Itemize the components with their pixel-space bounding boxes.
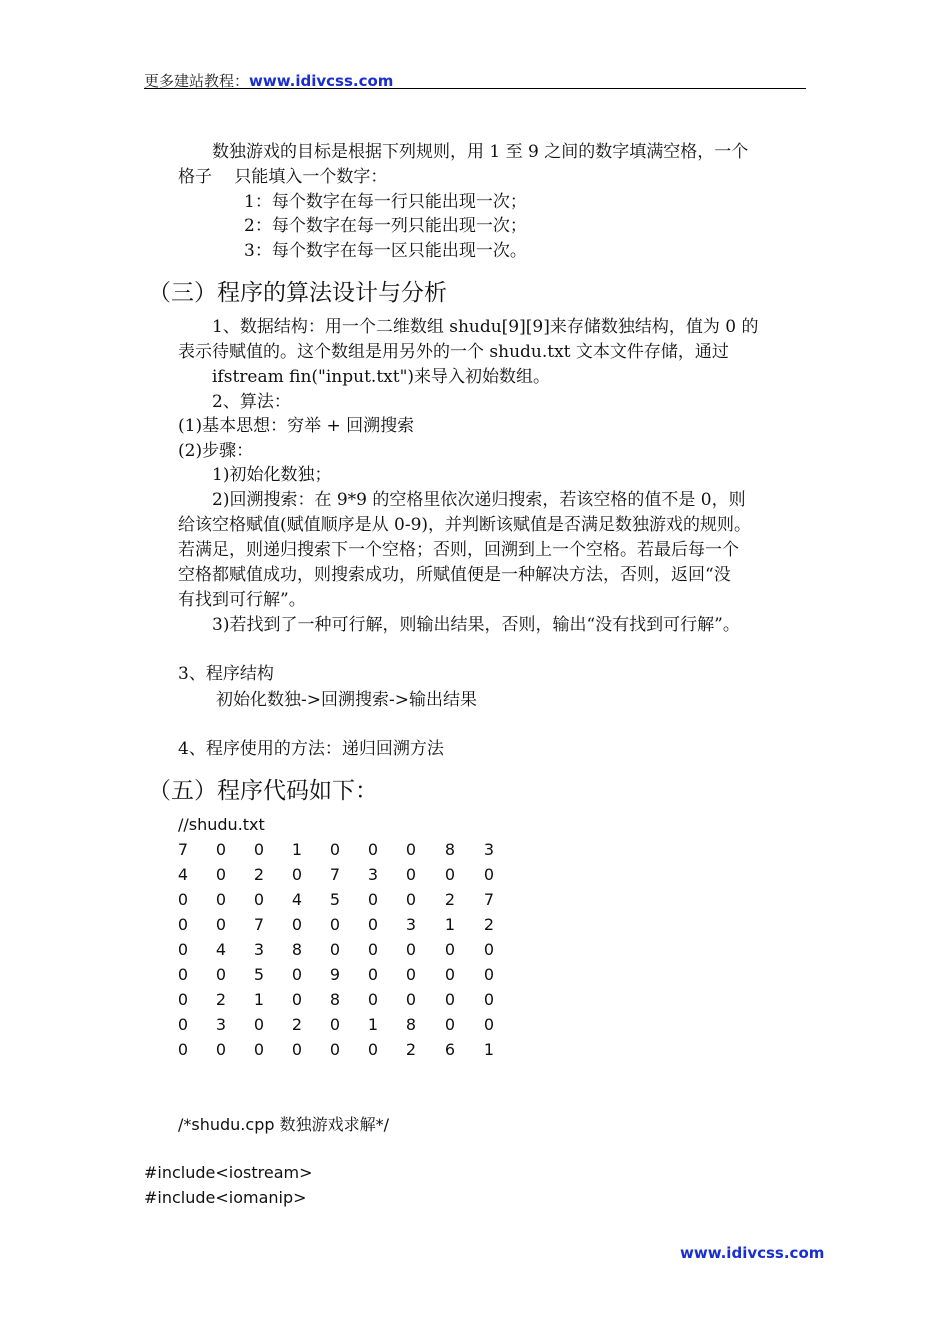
grid-cell: 0 — [253, 890, 265, 909]
data-structure-line-2: 表示待赋值的。这个数组是用另外的一个 shudu.txt 文本文件存储，通过 — [178, 342, 729, 362]
grid-cell: 0 — [291, 1040, 303, 1059]
grid-cell: 1 — [444, 915, 456, 934]
grid-cell: 0 — [483, 865, 495, 884]
grid-cell: 8 — [405, 1015, 417, 1034]
grid-cell: 0 — [291, 915, 303, 934]
data-structure-line-3: ifstream fin("input.txt")来导入初始数组。 — [212, 367, 551, 387]
grid-cell: 0 — [367, 990, 379, 1009]
grid-cell: 1 — [483, 1040, 495, 1059]
grid-cell: 7 — [177, 840, 189, 859]
grid-cell: 0 — [483, 965, 495, 984]
rule-2: 2：每个数字在每一列只能出现一次； — [244, 216, 527, 236]
include-iomanip: #include<iomanip> — [144, 1188, 307, 1207]
grid-cell: 1 — [291, 840, 303, 859]
grid-cell: 3 — [215, 1015, 227, 1034]
grid-cell: 0 — [291, 965, 303, 984]
grid-cell: 0 — [444, 965, 456, 984]
grid-cell: 3 — [483, 840, 495, 859]
algorithm-title: 2、算法： — [212, 392, 291, 412]
grid-cell: 0 — [291, 865, 303, 884]
grid-cell: 0 — [177, 890, 189, 909]
grid-cell: 4 — [291, 890, 303, 909]
grid-cell: 0 — [444, 1015, 456, 1034]
grid-cell: 0 — [177, 990, 189, 1009]
grid-cell: 0 — [483, 940, 495, 959]
step-2-line-5: 有找到可行解”。 — [178, 590, 306, 610]
program-structure-flow: 初始化数独->回溯搜索->输出结果 — [216, 690, 477, 710]
grid-cell: 2 — [483, 915, 495, 934]
basic-idea: (1)基本思想：穷举 + 回溯搜索 — [178, 416, 415, 436]
grid-cell: 7 — [329, 865, 341, 884]
grid-cell: 0 — [329, 840, 341, 859]
grid-cell: 0 — [177, 965, 189, 984]
grid-cell: 8 — [291, 940, 303, 959]
grid-cell: 0 — [177, 1040, 189, 1059]
data-structure-line-1: 1、数据结构：用一个二维数组 shudu[9][9]来存储数独结构，值为 0 的 — [212, 317, 759, 337]
program-structure-title: 3、程序结构 — [178, 664, 274, 684]
grid-cell: 0 — [215, 865, 227, 884]
intro-line-1: 数独游戏的目标是根据下列规则，用 1 至 9 之间的数字填满空格，一个 — [212, 142, 749, 162]
grid-cell: 9 — [329, 965, 341, 984]
grid-cell: 0 — [177, 940, 189, 959]
step-1: 1)初始化数独； — [212, 465, 332, 485]
grid-cell: 8 — [329, 990, 341, 1009]
grid-cell: 4 — [177, 865, 189, 884]
grid-cell: 7 — [253, 915, 265, 934]
grid-cell: 0 — [367, 915, 379, 934]
grid-cell: 0 — [367, 840, 379, 859]
include-iostream: #include<iostream> — [144, 1163, 313, 1182]
step-2-line-4: 空格都赋值成功，则搜索成功，所赋值便是一种解决方法，否则，返回“没 — [178, 565, 731, 585]
grid-cell: 0 — [444, 990, 456, 1009]
grid-cell: 0 — [367, 890, 379, 909]
grid-cell: 0 — [215, 965, 227, 984]
grid-cell: 7 — [483, 890, 495, 909]
grid-cell: 2 — [405, 1040, 417, 1059]
grid-cell: 0 — [444, 940, 456, 959]
page-footer — [680, 1244, 824, 1262]
grid-cell: 0 — [483, 1015, 495, 1034]
grid-cell: 3 — [405, 915, 417, 934]
grid-cell: 0 — [405, 840, 417, 859]
grid-cell: 0 — [405, 890, 417, 909]
grid-cell: 0 — [405, 965, 417, 984]
grid-cell: 2 — [253, 865, 265, 884]
grid-cell: 0 — [253, 1015, 265, 1034]
section-5-heading: （五）程序代码如下： — [148, 778, 378, 804]
rule-1: 1：每个数字在每一行只能出现一次； — [244, 192, 527, 212]
section-3-heading: （三）程序的算法设计与分析 — [148, 280, 447, 306]
grid-cell: 0 — [215, 915, 227, 934]
grid-cell: 0 — [253, 840, 265, 859]
grid-cell: 1 — [367, 1015, 379, 1034]
grid-cell: 3 — [253, 940, 265, 959]
grid-cell: 0 — [215, 840, 227, 859]
grid-cell: 0 — [177, 1015, 189, 1034]
rule-3: 3：每个数字在每一区只能出现一次。 — [244, 241, 527, 261]
grid-cell: 0 — [291, 990, 303, 1009]
cpp-comment: /*shudu.cpp 数独游戏求解*/ — [178, 1115, 389, 1134]
grid-cell: 8 — [444, 840, 456, 859]
header-rule — [144, 88, 806, 89]
header-prefix: 更多建站教程： — [144, 72, 250, 90]
step-2-line-2: 给该空格赋值(赋值顺序是从 0-9)，并判断该赋值是否满足数独游戏的规则。 — [178, 515, 752, 535]
grid-cell: 5 — [253, 965, 265, 984]
step-3: 3)若找到了一种可行解，则输出结果，否则，输出“没有找到可行解”。 — [212, 615, 740, 635]
footer-link[interactable]: www.idivcss.com — [680, 1244, 825, 1262]
step-2-line-1: 2)回溯搜索：在 9*9 的空格里依次递归搜索，若该空格的值不是 0，则 — [212, 490, 746, 510]
steps-title: (2)步骤： — [178, 441, 254, 461]
intro-line-2: 格子 只能填入一个数字： — [178, 167, 388, 187]
grid-cell: 0 — [405, 865, 417, 884]
grid-cell: 0 — [329, 940, 341, 959]
grid-cell: 0 — [483, 990, 495, 1009]
grid-cell: 0 — [215, 1040, 227, 1059]
method-line: 4、程序使用的方法：递归回溯方法 — [178, 739, 444, 759]
grid-cell: 0 — [444, 865, 456, 884]
grid-cell: 0 — [367, 965, 379, 984]
step-2-line-3: 若满足，则递归搜索下一个空格；否则，回溯到上一个空格。若最后每一个 — [178, 540, 739, 560]
grid-cell: 0 — [329, 1015, 341, 1034]
grid-cell: 6 — [444, 1040, 456, 1059]
grid-cell: 4 — [215, 940, 227, 959]
grid-cell: 2 — [215, 990, 227, 1009]
grid-cell: 0 — [367, 1040, 379, 1059]
grid-cell: 0 — [253, 1040, 265, 1059]
grid-cell: 3 — [367, 865, 379, 884]
grid-cell: 0 — [177, 915, 189, 934]
grid-cell: 0 — [329, 915, 341, 934]
grid-cell: 0 — [367, 940, 379, 959]
grid-cell: 0 — [405, 940, 417, 959]
grid-cell: 1 — [253, 990, 265, 1009]
grid-cell: 5 — [329, 890, 341, 909]
grid-cell: 0 — [329, 1040, 341, 1059]
grid-cell: 0 — [215, 890, 227, 909]
header-link[interactable]: www.idivcss.com — [249, 72, 394, 90]
grid-cell: 2 — [444, 890, 456, 909]
grid-cell: 2 — [291, 1015, 303, 1034]
grid-cell: 0 — [405, 990, 417, 1009]
file-comment: //shudu.txt — [178, 815, 265, 834]
